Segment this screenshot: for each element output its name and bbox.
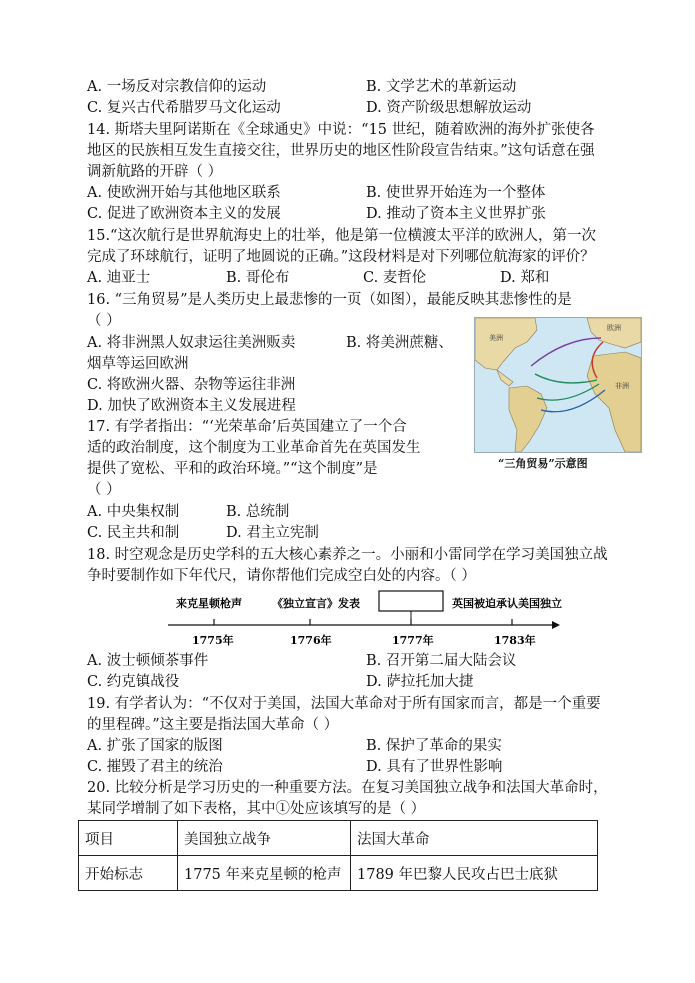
q18-option-a: A. 波士顿倾茶事件 <box>87 653 209 669</box>
q18-option-b: B. 召开第二届大陆会议 <box>366 653 517 669</box>
q14-option-a: A. 使欧洲开始与其他地区联系 <box>87 185 281 201</box>
q17-option-a: A. 中央集权制 <box>87 504 180 520</box>
q13-option-b: B. 文学艺术的革新运动 <box>366 79 517 95</box>
table-cell: 1775 年来克星顿的枪声 <box>178 856 351 891</box>
q18-option-c: C. 约克镇战役 <box>87 674 180 690</box>
q16-option-c: C. 将欧洲火器、杂物等运往非洲 <box>87 377 296 393</box>
timeline-event-1: 来克星顿枪声 <box>176 597 242 610</box>
timeline-event-4: 英国被迫承认美国独立 <box>452 597 562 610</box>
timeline-blank-box <box>379 591 443 611</box>
q14-stem-line2: 地区的民族相互发生直接交往，世界历史的地区性阶段宣告结束。”这句话意在强 <box>87 143 595 159</box>
table-header-cell: 美国独立战争 <box>178 821 351 856</box>
q15-option-a: A. 迪亚士 <box>87 270 151 286</box>
q15-stem-line1: 15.“这次航行是世界航海史上的壮举，他是第一位横渡太平洋的欧洲人，第一次 <box>87 228 596 244</box>
timeline-year-1: 1775年 <box>192 634 234 647</box>
q15-option-d: D. 郑和 <box>500 270 550 286</box>
q16-option-a: A. 将非洲黑人奴隶运往美洲贩卖 <box>87 335 296 351</box>
table-cell: 1789 年巴黎人民攻占巴士底狱 <box>351 856 598 891</box>
triangle-trade-map <box>474 317 642 453</box>
q17-stem-line4: （ ） <box>87 482 121 498</box>
q17-stem-line1: 17. 有学者指出：“‘光荣革命’后英国建立了一个合 <box>87 419 407 435</box>
q19-stem-line2: 的里程碑。”这主要是指法国大革命（ ） <box>87 717 339 733</box>
map-label-africa: 非洲 <box>615 382 629 390</box>
timeline-year-2: 1776年 <box>290 634 332 647</box>
table-cell: 开始标志 <box>79 856 178 891</box>
timeline-year-3: 1777年 <box>392 634 434 647</box>
q14-stem-line3: 调新航路的开辟（ ） <box>87 164 223 180</box>
q19-stem-line1: 19. 有学者认为：“不仅对于美国，法国大革命对于所有国家而言，都是一个重要 <box>87 696 601 712</box>
q13-option-c: C. 复兴古代希腊罗马文化运动 <box>87 100 281 116</box>
q18-option-d: D. 萨拉托加大捷 <box>366 674 474 690</box>
q19-option-a: A. 扩张了国家的版图 <box>87 738 223 754</box>
table-row <box>79 856 598 891</box>
q16-option-b-cont: 烟草等运回欧洲 <box>87 356 189 372</box>
q15-option-b: B. 哥伦布 <box>226 270 290 286</box>
q17-stem-line2: 适的政治制度，这个制度为工业革命首先在英国发生 <box>87 440 421 456</box>
table-header-cell: 项目 <box>79 821 178 856</box>
q15-stem-line2: 完成了环球航行，证明了地圆说的正确。”这段材料是对下列哪位航海家的评价？ <box>87 249 595 265</box>
timeline-year-4: 1783年 <box>494 634 536 647</box>
q13-option-d: D. 资产阶级思想解放运动 <box>366 100 532 116</box>
q17-option-d: D. 君主立宪制 <box>226 525 319 541</box>
q14-stem-line1: 14. 斯塔夫里阿诺斯在《全球通史》中说：“15 世纪，随着欧洲的海外扩张使各 <box>87 122 595 138</box>
q16-stem-line2: （ ） <box>87 313 121 329</box>
map-caption: “三角贸易”示意图 <box>498 457 588 470</box>
table-header-cell: 法国大革命 <box>351 821 598 856</box>
q15-option-c: C. 麦哲伦 <box>363 270 427 286</box>
map-label-america: 美洲 <box>489 334 503 342</box>
map-label-europe: 欧洲 <box>607 324 621 332</box>
timeline-event-2: 《独立宣言》发表 <box>272 597 360 610</box>
q17-option-c: C. 民主共和制 <box>87 525 180 541</box>
q14-option-c: C. 促进了欧洲资本主义的发展 <box>87 206 281 222</box>
q16-option-d: D. 加快了欧洲资本主义发展进程 <box>87 398 296 414</box>
q14-option-b: B. 使世界开始连为一个整体 <box>366 185 546 201</box>
q19-option-d: D. 具有了世界性影响 <box>366 759 503 775</box>
q18-stem-line2: 争时要制作如下年代尺，请你帮他们完成空白处的内容。（ ） <box>87 568 476 584</box>
q17-stem-line3: 提供了宽松、平和的政治环境。”“这个制度”是 <box>87 461 378 477</box>
q16-stem-line1: 16. “三角贸易”是人类历史上最悲惨的一页（如图），最能反映其悲惨性的是 <box>87 292 572 308</box>
q20-stem-line1: 20. 比较分析是学习历史的一种重要方法。在复习美国独立战争和法国大革命时， <box>87 780 608 796</box>
q16-option-b: B. 将美洲蔗糖、 <box>346 335 453 351</box>
q19-option-c: C. 摧毁了君主的统治 <box>87 759 223 775</box>
q18-stem-line1: 18. 时空观念是历史学科的五大核心素养之一。小丽和小雷同学在学习美国独立战 <box>87 547 608 563</box>
q13-option-a: A. 一场反对宗教信仰的运动 <box>87 79 267 95</box>
q19-option-b: B. 保护了革命的果实 <box>366 738 502 754</box>
comparison-table <box>78 820 598 891</box>
table-header-row <box>79 821 598 856</box>
q20-stem-line2: 某同学增制了如下表格，其中①处应该填写的是（ ） <box>87 801 426 817</box>
q17-option-b: B. 总统制 <box>226 504 290 520</box>
q14-option-d: D. 推动了资本主义世界扩张 <box>366 206 546 222</box>
